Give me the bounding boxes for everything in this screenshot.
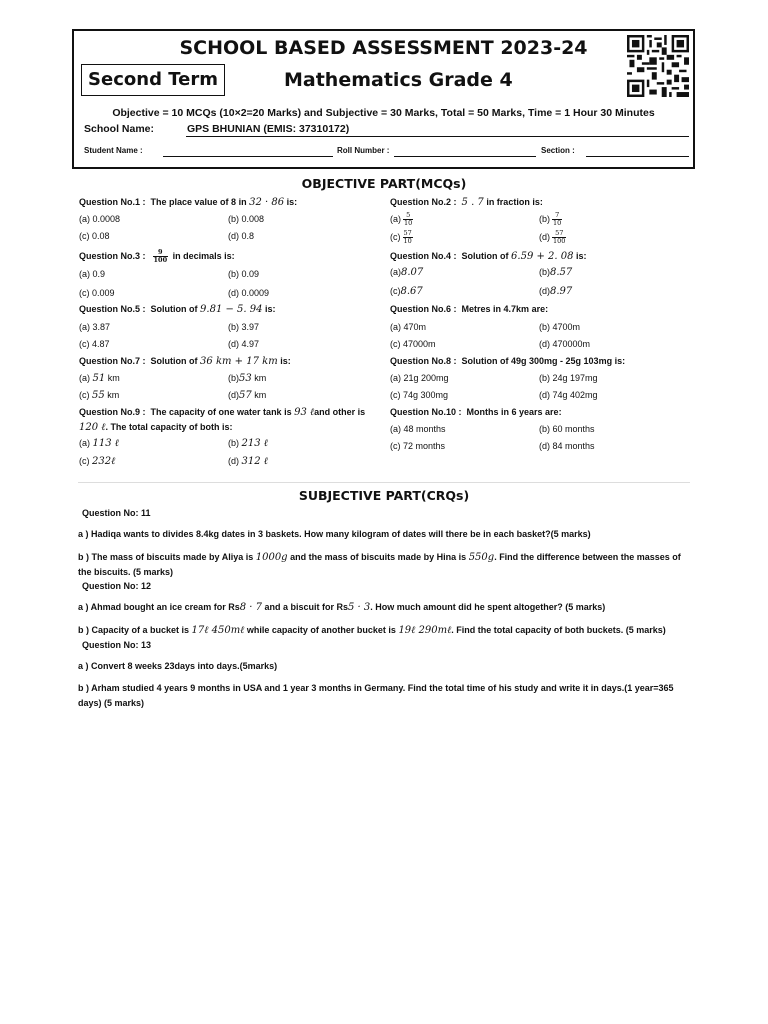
school-name-value: GPS BHUNIAN (EMIS: 37310172) bbox=[186, 123, 689, 137]
q7-option-b[interactable]: (b)53 km bbox=[228, 373, 267, 384]
q1-option-a[interactable]: (a) 0.0008 bbox=[79, 214, 121, 224]
q8-option-a[interactable]: (a) 21g 200mg bbox=[390, 373, 449, 383]
q1-option-c[interactable]: (c) 0.08 bbox=[79, 231, 110, 241]
question-9: Question No.9 : The capacity of one water tank is 93 ℓand other is 120 ℓ. The total capacity of both is: bbox=[79, 407, 366, 433]
q1-option-b[interactable]: (b) 0.008 bbox=[228, 214, 265, 224]
question-5: Question No.5 : Solution of 9.81 − 5. 94 is: bbox=[79, 304, 276, 315]
question-13-heading: Question No: 13 bbox=[82, 640, 152, 650]
question-13a: a ) Convert 8 weeks 23days into days.(5marks) bbox=[78, 661, 278, 671]
q6-option-b[interactable]: (b) 4700m bbox=[539, 322, 581, 332]
q2-option-c[interactable]: (c) $\frac{57}{10}$ bbox=[390, 229, 412, 245]
subject-title: Mathematics Grade 4 bbox=[284, 69, 513, 91]
q3-option-b[interactable]: (b) 0.09 bbox=[228, 269, 260, 279]
q5-option-d[interactable]: (d) 4.97 bbox=[228, 339, 260, 349]
q10-option-c[interactable]: (c) 72 months bbox=[390, 441, 446, 451]
q4-option-c[interactable]: (c)8.67 bbox=[390, 286, 423, 297]
question-4: Question No.4 : Solution of 6.59 + 2. 08 is: bbox=[390, 251, 587, 262]
q2-option-b[interactable]: (b) $\frac{7}{10}$ bbox=[539, 211, 562, 227]
q5-option-b[interactable]: (b) 3.97 bbox=[228, 322, 260, 332]
q3-option-a[interactable]: (a) 0.9 bbox=[79, 269, 106, 279]
roll-number-field[interactable] bbox=[394, 156, 536, 157]
question-3: Question No.3 : $\frac{9}{100}$ in decimals is: bbox=[79, 248, 235, 265]
question-6: Question No.6 : Metres in 4.7km are: bbox=[390, 304, 549, 314]
question-2: Question No.2 : 5 . 7 in fraction is: bbox=[390, 197, 543, 208]
question-11-heading: Question No: 11 bbox=[82, 508, 151, 518]
question-8: Question No.8 : Solution of 49g 300mg - 25g 103mg is: bbox=[390, 356, 626, 366]
q6-option-c[interactable]: (c) 47000m bbox=[390, 339, 436, 349]
q2-option-d[interactable]: (d) $\frac{57}{100}$ bbox=[539, 229, 566, 245]
q8-option-c[interactable]: (c) 74g 300mg bbox=[390, 390, 449, 400]
subjective-title: SUBJECTIVE PART(CRQs) bbox=[298, 488, 470, 503]
q10-option-a[interactable]: (a) 48 months bbox=[390, 424, 446, 434]
roll-number-label: Roll Number : bbox=[337, 146, 390, 155]
q10-option-d[interactable]: (d) 84 months bbox=[539, 441, 595, 451]
q7-option-a[interactable]: (a) 51 km bbox=[79, 373, 120, 384]
question-11b: b ) The mass of biscuits made by Aliya is 1000g and the mass of biscuits made by Hina is 550g. Find the difference between the masses of the biscuits. (5 marks) bbox=[78, 552, 681, 577]
term-box: Second Term bbox=[81, 64, 225, 96]
q9-option-a[interactable]: (a) 113 ℓ bbox=[79, 438, 119, 449]
qr-code-icon bbox=[627, 35, 689, 97]
q1-option-d[interactable]: (d) 0.8 bbox=[228, 231, 255, 241]
objective-title: OBJECTIVE PART(MCQs) bbox=[301, 176, 467, 191]
assessment-structure: Objective = 10 MCQs (10×2=20 Marks) and Subjective = 30 Marks, Total = 50 Marks, Time = 1 Hour 30 Minutes bbox=[112, 107, 655, 119]
header-box bbox=[72, 29, 695, 169]
q4-option-b[interactable]: (b)8.57 bbox=[539, 267, 573, 278]
question-1: Question No.1 : The place value of 8 in 32 · 86 is: bbox=[79, 197, 298, 208]
q2-option-a[interactable]: (a) $\frac{5}{10}$ bbox=[390, 211, 413, 227]
q6-option-a[interactable]: (a) 470m bbox=[390, 322, 427, 332]
q6-option-d[interactable]: (d) 470000m bbox=[539, 339, 591, 349]
question-12a: a ) Ahmad bought an ice cream for Rs8 · 7 and a biscuit for Rs5 · 3. How much amount did he spent altogether? (5 marks) bbox=[78, 602, 606, 613]
q4-option-d[interactable]: (d)8.97 bbox=[539, 286, 573, 297]
q8-option-b[interactable]: (b) 24g 197mg bbox=[539, 373, 598, 383]
assessment-title: SCHOOL BASED ASSESSMENT 2023-24 bbox=[179, 37, 588, 59]
question-11a: a ) Hadiqa wants to divides 8.4kg dates in 3 baskets. How many kilogram of dates will there be in each basket?(5 marks) bbox=[78, 529, 591, 539]
question-12-heading: Question No: 12 bbox=[82, 581, 152, 591]
question-12b: b ) Capacity of a bucket is 17ℓ 450mℓ while capacity of another bucket is 19ℓ 290mℓ. Find the total capacity of both buckets. (5 marks) bbox=[78, 625, 666, 636]
q9-option-b[interactable]: (b) 213 ℓ bbox=[228, 438, 268, 449]
q9-option-d[interactable]: (d) 312 ℓ bbox=[228, 456, 268, 467]
section-label: Section : bbox=[541, 146, 575, 155]
question-13b: b ) Arham studied 4 years 9 months in USA and 1 year 3 months in Germany. Find the total time of his study and write it in days.(1 year=365 days) (5 marks) bbox=[78, 683, 674, 708]
q4-option-a[interactable]: (a)8.07 bbox=[390, 267, 424, 278]
section-field[interactable] bbox=[586, 156, 689, 157]
q10-option-b[interactable]: (b) 60 months bbox=[539, 424, 595, 434]
q8-option-d[interactable]: (d) 74g 402mg bbox=[539, 390, 598, 400]
q5-option-a[interactable]: (a) 3.87 bbox=[79, 322, 111, 332]
question-7: Question No.7 : Solution of 36 km + 17 km is: bbox=[79, 356, 291, 367]
q3-option-c[interactable]: (c) 0.009 bbox=[79, 288, 115, 298]
q7-option-c[interactable]: (c) 55 km bbox=[79, 390, 120, 401]
q7-option-d[interactable]: (d)57 km bbox=[228, 390, 267, 401]
section-divider bbox=[78, 482, 690, 483]
student-name-field[interactable] bbox=[163, 156, 333, 157]
student-name-label: Student Name : bbox=[84, 146, 143, 155]
q9-option-c[interactable]: (c) 232ℓ bbox=[79, 456, 116, 467]
q3-option-d[interactable]: (d) 0.0009 bbox=[228, 288, 270, 298]
q5-option-c[interactable]: (c) 4.87 bbox=[79, 339, 110, 349]
school-name-label: School Name: bbox=[84, 123, 155, 135]
question-10: Question No.10 : Months in 6 years are: bbox=[390, 407, 562, 417]
